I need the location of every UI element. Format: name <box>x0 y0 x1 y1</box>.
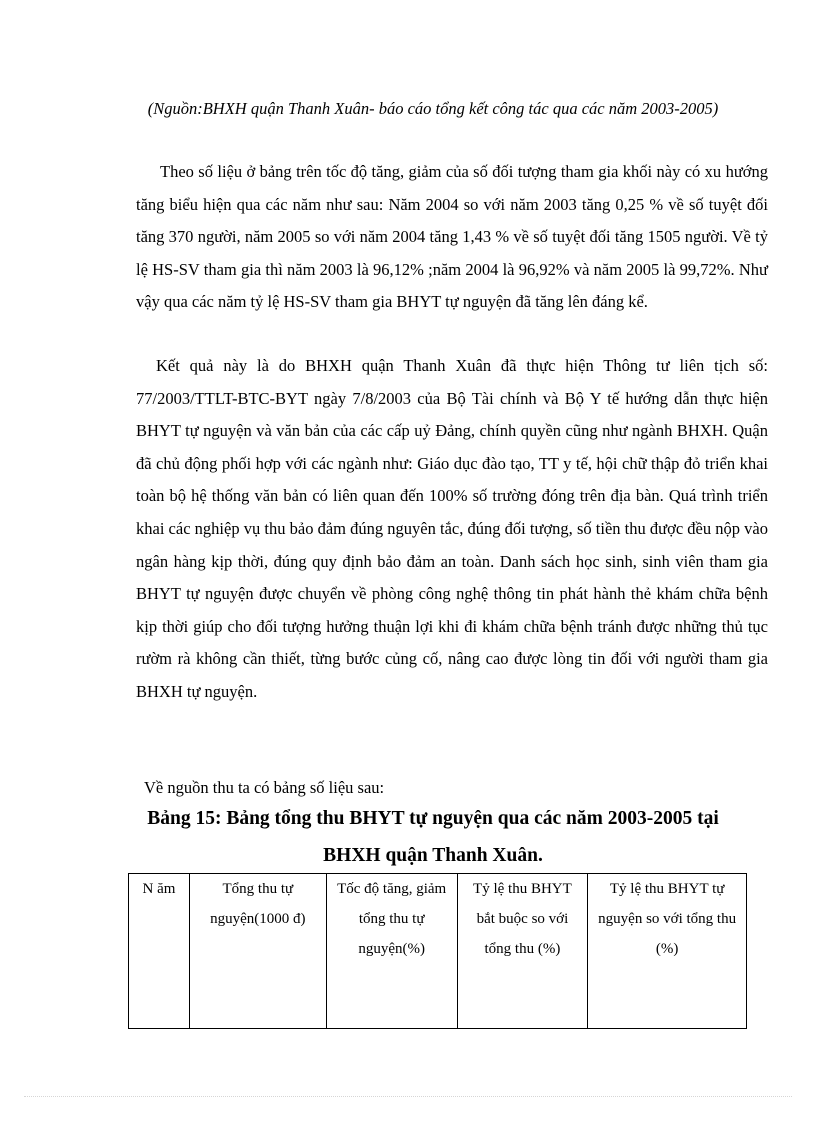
source-note: (Nguồn:BHXH quận Thanh Xuân- báo cáo tổng kết công tác qua các năm 2003-2005) <box>147 99 719 118</box>
paragraph-1: Theo số liệu ở bảng trên tốc độ tăng, giảm của số đối tượng tham gia khối này có xu hướng tăng biểu hiện qua các năm như sau: Năm 2004 so với năm 2003 tăng 0,25 % về số tuyệt đối tăng 370 người, năm 2005 so với năm 2004 tăng 1,43 % về số tuyệt đối tăng 1505 người. Về tỷ lệ HS-SV tham gia thì năm 2003 là 96,12% ;năm 2004 là 96,92% và năm 2005 là 99,72%. Như vậy qua các năm tỷ lệ HS-SV tham gia BHYT tự nguyện đã tăng lên đáng kể. <box>136 162 768 312</box>
header-year: N ăm <box>129 874 190 1029</box>
header-voluntary-ratio: Tỷ lệ thu BHYT tự nguyện so với tổng thu (%) <box>588 874 747 1029</box>
paragraph-2: Kết quả này là do BHXH quận Thanh Xuân đã thực hiện Thông tư liên tịch số: 77/2003/TTLT-BTC-BYT ngày 7/8/2003 của Bộ Tài chính và Bộ Y tế hướng dẫn thực hiện BHYT tự nguyện và văn bản của các cấp uỷ Đảng, chính quyền cũng như ngành BHXH. Quận đã chủ động phối hợp với các ngành như: Giáo dục đào tạo, TT y tế, hội chữ thập đỏ triển khai toàn bộ hệ thống văn bản có liên quan đến 100% số trường đóng trên địa bàn. Quá trình triển khai các nghiệp vụ thu bảo đảm đúng nguyên tắc, đúng đối tượng, số tiền thu được đều nộp vào ngân hàng kịp thời, đúng quy định bảo đảm an toàn. Danh sách học sinh, sinh viên tham gia BHYT tự nguyện được chuyển về phòng công nghệ thông tin phát hành thẻ khám chữa bệnh kịp thời giúp cho đối tượng hưởng thuận lợi khi đi khám chữa bệnh tránh được những thủ tục rườm rà không cần thiết, từng bước củng cố, nâng cao được lòng tin đối với người tham gia BHXH tự nguyện. <box>136 356 768 701</box>
paragraph-3: Về nguồn thu ta có bảng số liệu sau: <box>144 778 385 797</box>
header-compulsory-ratio: Tỷ lệ thu BHYT bắt buộc so với tổng thu (%) <box>457 874 588 1029</box>
table-header-row <box>129 874 747 1029</box>
header-total-voluntary: Tổng thu tự nguyện(1000 đ) <box>189 874 326 1029</box>
header-growth-rate: Tốc độ tăng, giảm tổng thu tự nguyện(%) <box>326 874 457 1029</box>
table-caption: Bảng 15: Bảng tổng thu BHYT tự nguyện qua các năm 2003-2005 tại BHXH quận Thanh Xuân. <box>147 808 719 866</box>
footer-divider <box>24 1096 792 1097</box>
revenue-table <box>128 873 747 1029</box>
